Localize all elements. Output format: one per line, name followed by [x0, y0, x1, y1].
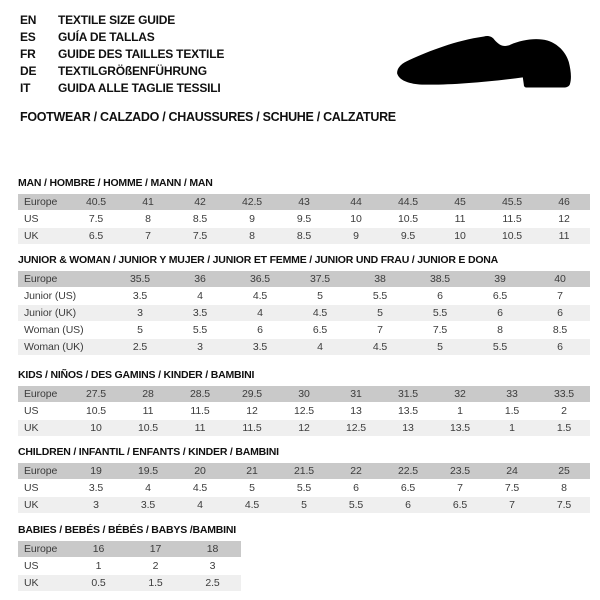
size-cell: 5.5 — [492, 341, 508, 353]
size-cell: 1.5 — [556, 422, 572, 434]
size-cell: 11.5 — [190, 405, 210, 417]
size-cell: 41 — [142, 196, 154, 208]
size-cell: 45.5 — [501, 196, 523, 208]
size-cell: 42.5 — [241, 196, 263, 208]
size-cell: 11 — [194, 422, 206, 434]
size-cell: 1 — [457, 405, 463, 417]
size-cell: 4.5 — [244, 499, 260, 511]
size-cell: 1.5 — [504, 405, 520, 417]
size-cell: 46 — [558, 196, 570, 208]
table-row — [18, 211, 590, 227]
table-row — [18, 194, 590, 210]
size-cell: 8 — [561, 482, 567, 494]
row-label: Woman (US) — [24, 324, 84, 336]
size-cell: 45 — [454, 196, 466, 208]
size-cell: 12 — [246, 405, 258, 417]
size-cell: 11.5 — [242, 422, 262, 434]
size-cell: 4.5 — [312, 307, 328, 319]
size-cell: 12 — [298, 422, 310, 434]
size-cell: 8 — [249, 230, 255, 242]
size-cell: 11 — [142, 405, 154, 417]
language-code: ES — [20, 30, 36, 44]
table-row — [18, 463, 590, 479]
table-row — [18, 228, 590, 244]
row-label: UK — [24, 422, 39, 434]
size-cell: 6.5 — [400, 482, 416, 494]
language-label: TEXTILGRÖßENFÜHRUNG — [58, 64, 207, 78]
size-cell: 29.5 — [241, 388, 263, 400]
size-cell: 31 — [350, 388, 362, 400]
language-row — [20, 46, 224, 63]
section-title: JUNIOR & WOMAN / JUNIOR Y MUJER / JUNIOR ET FEMME / JUNIOR UND FRAU / JUNIOR E DONA — [18, 254, 499, 266]
size-cell: 3.5 — [252, 341, 268, 353]
size-cell: 7 — [509, 499, 515, 511]
size-cell: 16 — [92, 543, 105, 555]
size-cell: 40.5 — [85, 196, 107, 208]
size-cell: 6 — [353, 482, 359, 494]
section-title: BABIES / BEBÉS / BÉBÉS / BABYS /BAMBINI — [18, 524, 236, 536]
section-title: MAN / HOMBRE / HOMME / MANN / MAN — [18, 177, 213, 189]
size-cell: 2 — [152, 560, 159, 572]
size-cell: 18 — [206, 543, 219, 555]
section-title: CHILDREN / INFANTIL / ENFANTS / KINDER / BAMBINI — [18, 446, 279, 458]
language-label: GUIDE DES TAILLES TEXTILE — [58, 47, 225, 61]
size-cell: 7 — [557, 290, 563, 302]
size-cell: 11 — [454, 213, 466, 225]
size-cell: 43 — [298, 196, 310, 208]
language-code: DE — [20, 64, 37, 78]
category-heading: FOOTWEAR / CALZADO / CHAUSSURES / SCHUHE / CALZATURE — [20, 110, 396, 124]
size-cell: 9 — [353, 230, 359, 242]
table-row — [18, 288, 590, 304]
size-cell: 7.5 — [504, 482, 520, 494]
size-cell: 6 — [257, 324, 263, 336]
size-table — [18, 541, 241, 591]
size-cell: 21 — [246, 465, 258, 477]
size-cell: 23.5 — [449, 465, 471, 477]
size-cell: 13 — [350, 405, 362, 417]
size-cell: 7.5 — [192, 230, 208, 242]
size-cell: 12.5 — [293, 405, 315, 417]
size-cell: 17 — [149, 543, 162, 555]
row-label: Junior (US) — [24, 290, 76, 302]
size-cell: 4.5 — [372, 341, 388, 353]
size-cell: 3.5 — [88, 482, 104, 494]
size-cell: 38.5 — [429, 273, 451, 285]
size-cell: 1.5 — [148, 577, 163, 589]
size-cell: 2 — [561, 405, 567, 417]
size-cell: 4 — [197, 499, 203, 511]
size-cell: 12.5 — [345, 422, 367, 434]
language-label: GUIDA ALLE TAGLIE TESSILI — [58, 81, 221, 95]
language-code: EN — [20, 13, 37, 27]
size-cell: 44.5 — [397, 196, 419, 208]
size-cell: 7.5 — [88, 213, 104, 225]
table-row — [18, 420, 590, 436]
language-label: GUÍA DE TALLAS — [58, 30, 155, 44]
size-cell: 7 — [145, 230, 151, 242]
language-title-list — [20, 12, 224, 97]
size-cell: 30 — [298, 388, 310, 400]
size-cell: 8 — [145, 213, 151, 225]
size-section-babies — [18, 524, 241, 592]
size-cell: 6.5 — [88, 230, 104, 242]
size-cell: 8.5 — [192, 213, 208, 225]
table-row — [18, 541, 241, 557]
size-section-children — [18, 446, 590, 514]
table-row — [18, 480, 590, 496]
size-cell: 37.5 — [309, 273, 331, 285]
language-code: IT — [20, 81, 31, 95]
size-cell: 10 — [90, 422, 102, 434]
row-label: Europe — [24, 196, 58, 208]
table-row — [18, 386, 590, 402]
size-cell: 13 — [402, 422, 414, 434]
size-cell: 5.5 — [348, 499, 364, 511]
table-row — [18, 305, 590, 321]
size-cell: 5.5 — [296, 482, 312, 494]
size-cell: 36.5 — [249, 273, 271, 285]
size-cell: 6 — [497, 307, 503, 319]
row-label: US — [24, 405, 39, 417]
size-cell: 6.5 — [492, 290, 508, 302]
size-cell: 5.5 — [372, 290, 388, 302]
row-label: Junior (UK) — [24, 307, 76, 319]
row-label: Woman (UK) — [24, 341, 84, 353]
size-cell: 19 — [90, 465, 102, 477]
size-cell: 36 — [194, 273, 206, 285]
size-cell: 3.5 — [140, 499, 156, 511]
size-cell: 8.5 — [296, 230, 312, 242]
size-cell: 7 — [457, 482, 463, 494]
size-cell: 11 — [558, 230, 570, 242]
size-cell: 6.5 — [312, 324, 328, 336]
size-cell: 9.5 — [400, 230, 416, 242]
language-label: TEXTILE SIZE GUIDE — [58, 13, 176, 27]
size-cell: 4 — [257, 307, 263, 319]
size-cell: 24 — [506, 465, 518, 477]
size-cell: 3.5 — [192, 307, 208, 319]
size-cell: 6.5 — [452, 499, 468, 511]
row-label: US — [24, 560, 39, 572]
table-row — [18, 558, 241, 574]
table-row — [18, 403, 590, 419]
language-row — [20, 63, 224, 80]
size-cell: 10.5 — [397, 213, 419, 225]
size-cell: 28 — [142, 388, 154, 400]
language-row — [20, 80, 224, 97]
size-cell: 7 — [377, 324, 383, 336]
size-cell: 4 — [317, 341, 323, 353]
size-cell: 5 — [437, 341, 443, 353]
row-label: Europe — [24, 543, 58, 555]
row-label: Europe — [24, 273, 58, 285]
size-cell: 8.5 — [552, 324, 568, 336]
size-section-kids — [18, 369, 590, 437]
size-cell: 8 — [497, 324, 503, 336]
size-cell: 33.5 — [553, 388, 575, 400]
table-row — [18, 497, 590, 513]
size-cell: 42 — [194, 196, 206, 208]
size-cell: 22.5 — [397, 465, 419, 477]
row-label: US — [24, 482, 39, 494]
size-cell: 44 — [350, 196, 362, 208]
size-cell: 10 — [350, 213, 362, 225]
size-cell: 21.5 — [293, 465, 315, 477]
row-label: UK — [24, 577, 39, 589]
size-cell: 5 — [249, 482, 255, 494]
size-table — [18, 271, 590, 355]
section-title: KIDS / NIÑOS / DES GAMINS / KINDER / BAMBINI — [18, 369, 255, 381]
row-label: US — [24, 213, 39, 225]
size-cell: 39 — [494, 273, 506, 285]
table-row — [18, 271, 590, 287]
size-table — [18, 194, 590, 244]
size-cell: 3 — [137, 307, 143, 319]
language-code: FR — [20, 47, 36, 61]
size-table — [18, 386, 590, 436]
size-cell: 4 — [145, 482, 151, 494]
size-cell: 3.5 — [132, 290, 148, 302]
size-cell: 6 — [405, 499, 411, 511]
size-section-junior-woman — [18, 254, 590, 356]
size-cell: 12 — [558, 213, 570, 225]
size-cell: 5 — [301, 499, 307, 511]
size-cell: 13.5 — [397, 405, 419, 417]
size-cell: 32 — [454, 388, 466, 400]
size-cell: 35.5 — [129, 273, 151, 285]
size-cell: 20 — [194, 465, 206, 477]
size-cell: 3 — [197, 341, 203, 353]
size-section-man — [18, 177, 590, 245]
table-row — [18, 339, 590, 355]
size-cell: 0.5 — [91, 577, 106, 589]
size-cell: 5.5 — [432, 307, 448, 319]
size-table — [18, 463, 590, 513]
size-cell: 2.5 — [132, 341, 148, 353]
table-row — [18, 322, 590, 338]
size-cell: 10.5 — [501, 230, 523, 242]
size-cell: 4 — [197, 290, 203, 302]
size-cell: 13.5 — [449, 422, 471, 434]
table-row — [18, 575, 241, 591]
row-label: UK — [24, 230, 39, 242]
size-cell: 19.5 — [137, 465, 159, 477]
size-cell: 4.5 — [192, 482, 208, 494]
language-row — [20, 29, 224, 46]
row-label: Europe — [24, 388, 58, 400]
size-cell: 5 — [377, 307, 383, 319]
size-cell: 2.5 — [205, 577, 220, 589]
size-cell: 7.5 — [432, 324, 448, 336]
size-cell: 10 — [454, 230, 466, 242]
size-cell: 11.5 — [502, 213, 522, 225]
size-cell: 4.5 — [252, 290, 268, 302]
size-cell: 9 — [249, 213, 255, 225]
size-cell: 38 — [374, 273, 386, 285]
row-label: UK — [24, 499, 39, 511]
size-cell: 3 — [93, 499, 99, 511]
size-cell: 6 — [437, 290, 443, 302]
size-cell: 28.5 — [189, 388, 211, 400]
language-row — [20, 12, 224, 29]
size-cell: 6 — [557, 307, 563, 319]
size-cell: 22 — [350, 465, 362, 477]
shoe-icon — [394, 30, 578, 94]
size-cell: 3 — [209, 560, 216, 572]
size-cell: 25 — [558, 465, 570, 477]
size-cell: 5 — [317, 290, 323, 302]
size-cell: 1 — [509, 422, 515, 434]
size-cell: 40 — [554, 273, 566, 285]
size-cell: 33 — [506, 388, 518, 400]
size-cell: 10.5 — [137, 422, 159, 434]
size-cell: 5 — [137, 324, 143, 336]
size-cell: 5.5 — [192, 324, 208, 336]
size-cell: 10.5 — [85, 405, 107, 417]
size-cell: 27.5 — [85, 388, 107, 400]
row-label: Europe — [24, 465, 58, 477]
size-cell: 9.5 — [296, 213, 312, 225]
size-cell: 7.5 — [556, 499, 572, 511]
size-cell: 31.5 — [397, 388, 419, 400]
size-cell: 1 — [95, 560, 102, 572]
size-cell: 6 — [557, 341, 563, 353]
